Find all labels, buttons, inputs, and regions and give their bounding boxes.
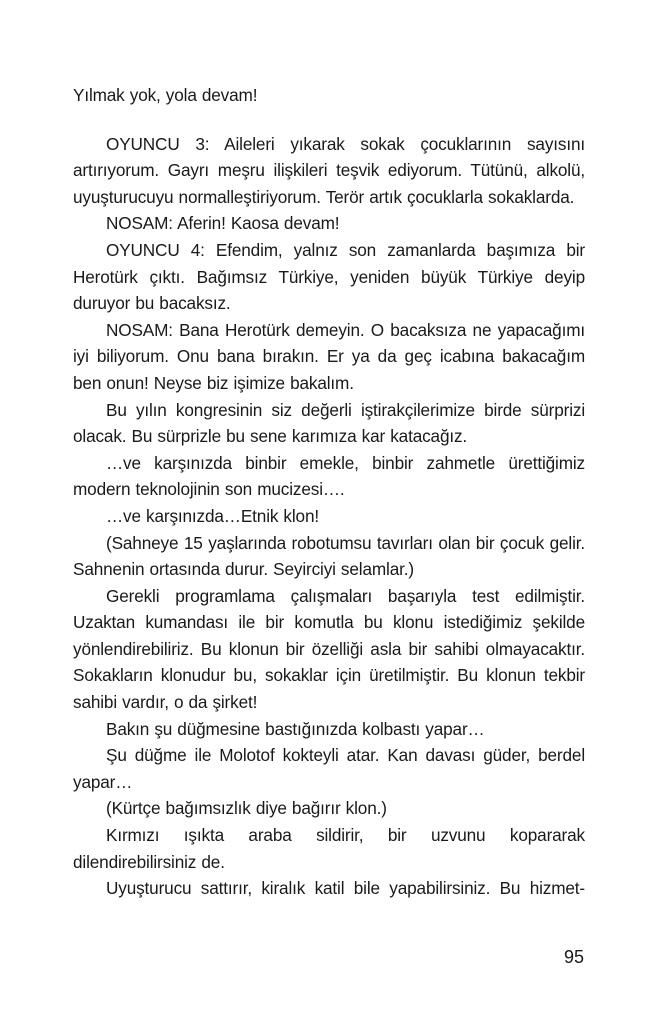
paragraph-uyusturucu: Uyuşturucu sattırır, kiralık katil bile yapabilirsiniz. Bu hizmet- — [106, 878, 585, 899]
paragraph-nosam-herotürk: NOSAM: Bana Herotürk demeyin. O bacaksıza ne yapacağımı iyi biliyorum. Onu bana bırakın. Er ya da geç icabına bakacağım ben onun! Neyse biz işimize bakalım. — [73, 319, 585, 393]
paragraph-stage-direction-klon: (Kürtçe bağımsızlık diye bağırır klon.) — [106, 798, 387, 819]
paragraph-stage-direction-cocuk: (Sahneye 15 yaşlarında robotumsu tavırları olan bir çocuk gelir. Sahnenin ortasında durur. Seyirciyi selamlar.) — [73, 532, 585, 580]
paragraph-kongre-surprizi: Bu yılın kongresinin siz değerli iştirakçilerimize birde sürprizi olacak. Bu sürprizle bu sene karımıza kar katacağız. — [73, 399, 585, 447]
paragraph-programlama: Gerekli programlama çalışmaları başarıyla test edilmiştir. Uzaktan kumandası ile bir komutla bu klonu istediğimiz şekilde yönlendirebiliriz. Bu klonun bir özelliği asla bir sahibi olmayacaktır. Sokakların klonudur bu, sokaklar için üretilmiştir. Bu klonun tekbir sahibi vardır, o da şirket! — [73, 585, 585, 713]
paragraph-molotof: Şu düğme ile Molotof kokteyli atar. Kan davası güder, berdel yapar… — [73, 745, 585, 792]
paragraph-etnik-klon: …ve karşınızda…Etnik klon! — [106, 505, 319, 526]
paragraph-nosam-aferin: NOSAM: Aferin! Kaosa devam! — [106, 213, 340, 234]
paragraph-kirmizi-isik: Kırmızı ışıkta araba sildirir, bir uzvunu kopararak dilendirebilirsiniz de. — [73, 825, 585, 872]
paragraph-oyuncu-3: OYUNCU 3: Aileleri yıkarak sokak çocuklarının sayısını artırıyorum. Gayrı meşru ilişkileri teşvik ediyorum. Tütünü, alkolü, uyuşturucuyu normalleştiriyorum. Terör artık çocuklarla sokaklarda. — [73, 133, 585, 207]
paragraph-opening-line: Yılmak yok, yola devam! — [73, 85, 258, 105]
page-body — [73, 82, 585, 902]
paragraph-teknoloji-mucizesi: …ve karşınızda binbir emekle, binbir zahmetle ürettiğimiz modern teknolojinin son mucizesi…. — [73, 452, 585, 500]
paragraph-kolbasti: Bakın şu düğmesine bastığınızda kolbastı yapar… — [106, 718, 485, 739]
paragraph-oyuncu-4: OYUNCU 4: Efendim, yalnız son zamanlarda başımıza bir Herotürk çıktı. Bağımsız Türkiye, yeniden büyük Türkiye deyip duruyor bu bacaksız. — [73, 239, 585, 314]
page-number: 95 — [563, 947, 584, 967]
